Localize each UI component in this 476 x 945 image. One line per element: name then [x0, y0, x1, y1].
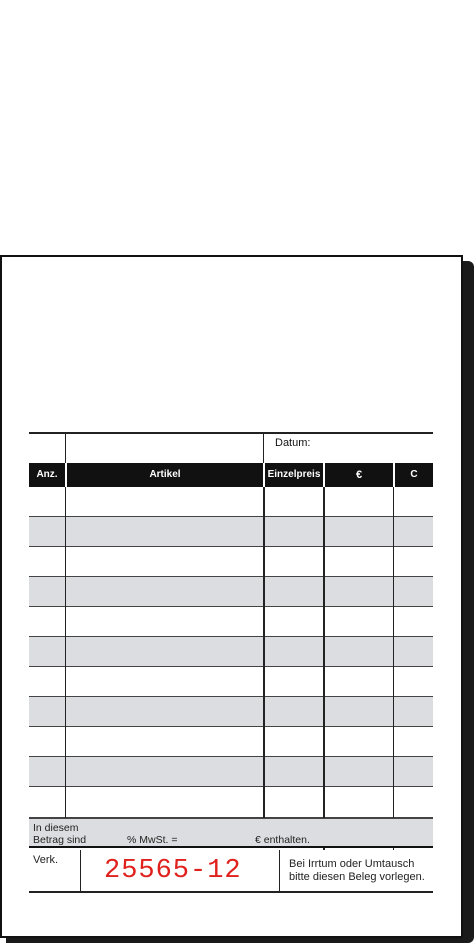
column-divider — [393, 487, 394, 850]
date-row-divider — [65, 432, 66, 463]
bottom-rule — [29, 891, 433, 893]
notice-divider — [279, 850, 280, 892]
line-item-row[interactable] — [29, 607, 433, 637]
line-item-row[interactable] — [29, 697, 433, 727]
line-item-row[interactable] — [29, 577, 433, 607]
notice-line2: bitte diesen Beleg vorlegen. — [289, 871, 425, 883]
vat-footer-row — [29, 818, 433, 848]
date-label: Datum: — [275, 437, 311, 449]
line-item-row[interactable] — [29, 757, 433, 787]
seller-label: Verk. — [33, 854, 59, 866]
seller-divider — [80, 850, 81, 892]
header-quantity: Anz. — [36, 469, 58, 480]
header-euro: € — [355, 469, 363, 481]
header-article: Artikel — [149, 469, 181, 480]
top-rule — [29, 432, 433, 434]
vat-text-line1: In diesem — [33, 822, 79, 834]
line-item-row[interactable] — [29, 487, 433, 517]
receipt-number: 25565-12 — [104, 856, 242, 886]
line-item-row[interactable] — [29, 667, 433, 697]
vat-percent-label: % MwSt. = — [127, 834, 178, 846]
notice-line1: Bei Irrtum oder Umtausch — [289, 858, 415, 870]
line-item-row[interactable] — [29, 637, 433, 667]
vat-included-label: € enthalten. — [255, 834, 310, 846]
column-divider — [65, 487, 66, 818]
column-divider — [323, 487, 325, 850]
column-divider — [263, 487, 265, 818]
line-item-row[interactable] — [29, 787, 433, 818]
vat-text-line2: Betrag sind — [33, 834, 87, 846]
line-item-row[interactable] — [29, 517, 433, 547]
line-item-row[interactable] — [29, 727, 433, 757]
header-unit-price: Einzelpreis — [267, 469, 321, 480]
seller-row — [29, 850, 433, 892]
header-cent: C — [410, 469, 418, 480]
column-header — [29, 463, 433, 487]
line-item-row[interactable] — [29, 547, 433, 577]
date-row-divider — [263, 432, 264, 463]
